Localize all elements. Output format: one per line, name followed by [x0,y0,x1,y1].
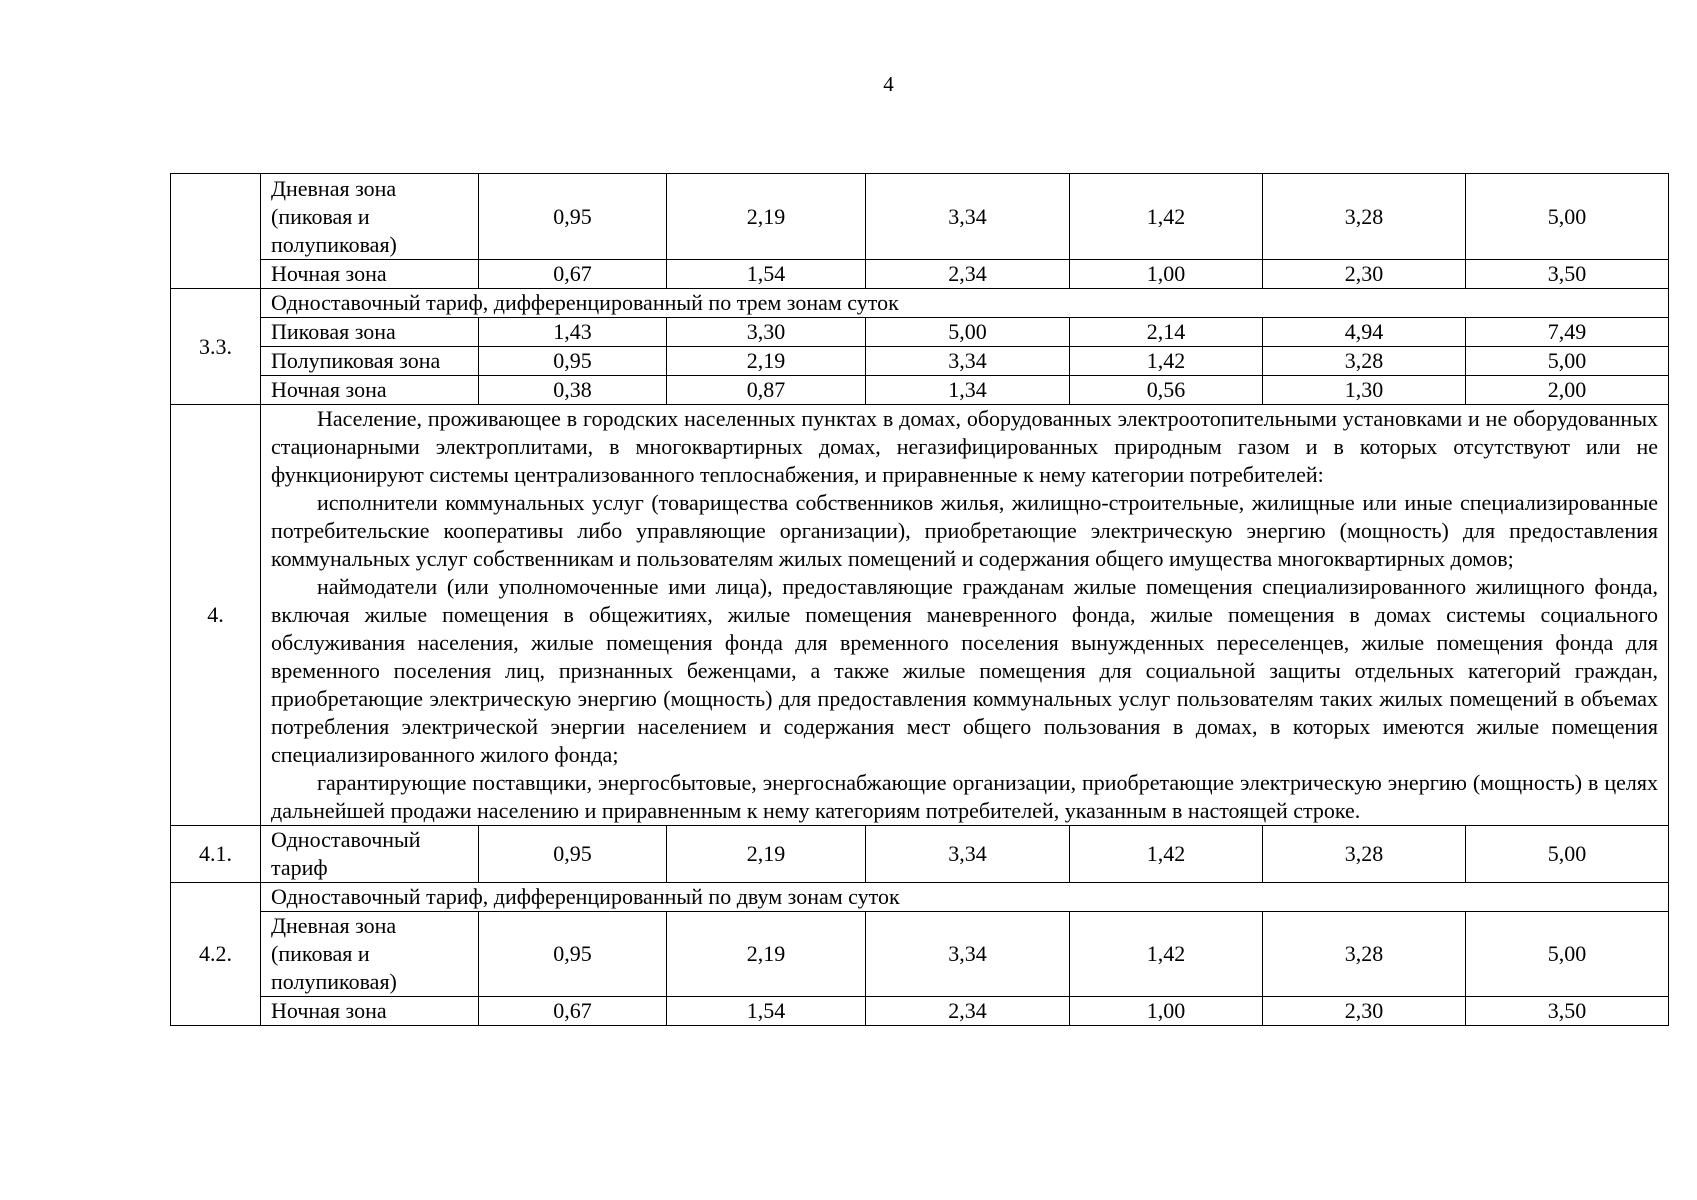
value-cell: 0,95 [479,347,667,376]
value-cell: 1,54 [667,997,866,1026]
value-cell: 0,87 [667,376,866,405]
tariff-table [170,173,1669,1026]
value-cell: 3,28 [1263,912,1466,997]
table-row [171,289,1669,318]
row-label: Пиковая зона [261,318,479,347]
paragraph: Население, проживающее в городских населенных пунктах в домах, оборудованных электроотопительными установками и не оборудованных стационарными электроплитами, в многоквартирных домах, негазифицированных природным газом и в которых отсутствуют или не функционируют системы централизованного теплоснабжения, и приравненные к нему категории потребителей: [271,406,1658,487]
row-label: Дневная зона (пиковая и полупиковая) [261,174,479,260]
value-cell: 1,42 [1070,174,1263,260]
value-cell: 3,34 [866,826,1070,883]
value-cell: 1,00 [1070,260,1263,289]
row-label: Ночная зона [261,997,479,1026]
table-row [171,883,1669,912]
row-number-cell: 4. [171,405,261,826]
table-row [171,826,1669,883]
row-number-cell: 4.1. [171,826,261,883]
value-cell: 2,19 [667,174,866,260]
table-row [171,318,1669,347]
section-description [261,405,1669,826]
value-cell: 2,30 [1263,997,1466,1026]
value-cell: 5,00 [866,318,1070,347]
page-number: 4 [883,72,894,96]
value-cell: 3,50 [1466,260,1669,289]
value-cell: 0,95 [479,912,667,997]
value-cell: 3,28 [1263,826,1466,883]
section-title: Одноставочный тариф, дифференцированный по двум зонам суток [261,883,1669,912]
value-cell: 3,30 [667,318,866,347]
value-cell: 0,95 [479,174,667,260]
value-cell: 2,34 [866,997,1070,1026]
value-cell: 5,00 [1466,912,1669,997]
value-cell: 1,00 [1070,997,1263,1026]
value-cell: 2,19 [667,347,866,376]
value-cell: 1,42 [1070,826,1263,883]
value-cell: 0,56 [1070,376,1263,405]
value-cell: 1,43 [479,318,667,347]
table-row [171,376,1669,405]
value-cell: 1,42 [1070,912,1263,997]
value-cell: 5,00 [1466,347,1669,376]
paragraph: исполнители коммунальных услуг (товарищества собственников жилья, жилищно-строительные, жилищные или иные специализированные потребительские кооперативы либо управляющие организации), приобретающие электрическую энергию (мощность) для предоставления коммунальных услуг собственникам и пользователям жилых помещений и содержания общего имущества многоквартирных домов; [271,490,1658,571]
table-row [171,997,1669,1026]
value-cell: 0,38 [479,376,667,405]
row-label: Дневная зона (пиковая и полупиковая) [261,912,479,997]
value-cell: 7,49 [1466,318,1669,347]
value-cell: 0,67 [479,260,667,289]
table-row [171,347,1669,376]
row-number-cell [171,174,261,289]
value-cell: 3,28 [1263,174,1466,260]
value-cell: 2,00 [1466,376,1669,405]
value-cell: 0,95 [479,826,667,883]
value-cell: 3,50 [1466,997,1669,1026]
value-cell: 1,34 [866,376,1070,405]
value-cell: 2,19 [667,826,866,883]
value-cell: 5,00 [1466,174,1669,260]
paragraph: наймодатели (или уполномоченные ими лица), предоставляющие гражданам жилые помещения специализированного жилищного фонда, включая жилые помещения в общежитиях, жилые помещения маневренного фонда, жилые помещения в домах системы социального обслуживания населения, жилые помещения фонда для временного поселения вынужденных переселенцев, жилые помещения фонда для временного поселения лиц, признанных беженцами, а также жилые помещения для социальной защиты отдельных категорий граждан, приобретающие электрическую энергию (мощность) для предоставления коммунальных услуг пользователям таких жилых помещений в объемах потребления электрической энергии населением и содержания мест общего пользования в домах, в которых имеются жилые помещения специализированного жилого фонда; [271,574,1658,767]
row-number-cell: 3.3. [171,289,261,405]
value-cell: 4,94 [1263,318,1466,347]
table-row [171,912,1669,997]
value-cell: 1,54 [667,260,866,289]
value-cell: 2,14 [1070,318,1263,347]
value-cell: 3,34 [866,174,1070,260]
table-row [171,174,1669,260]
value-cell: 2,19 [667,912,866,997]
row-label: Одноставочный тариф [261,826,479,883]
value-cell: 1,30 [1263,376,1466,405]
value-cell: 2,34 [866,260,1070,289]
row-number-cell: 4.2. [171,883,261,1026]
value-cell: 0,67 [479,997,667,1026]
value-cell: 3,34 [866,347,1070,376]
table-row [171,260,1669,289]
value-cell: 5,00 [1466,826,1669,883]
value-cell: 2,30 [1263,260,1466,289]
row-label: Ночная зона [261,376,479,405]
table-row [171,405,1669,826]
value-cell: 3,28 [1263,347,1466,376]
value-cell: 3,34 [866,912,1070,997]
row-label: Ночная зона [261,260,479,289]
row-label: Полупиковая зона [261,347,479,376]
value-cell: 1,42 [1070,347,1263,376]
paragraph: гарантирующие поставщики, энергосбытовые, энергоснабжающие организации, приобретающие электрическую энергию (мощность) в целях дальнейшей продажи населению и приравненным к нему категориям потребителей, указанным в настоящей строке. [271,770,1658,823]
section-title: Одноставочный тариф, дифференцированный по трем зонам суток [261,289,1669,318]
